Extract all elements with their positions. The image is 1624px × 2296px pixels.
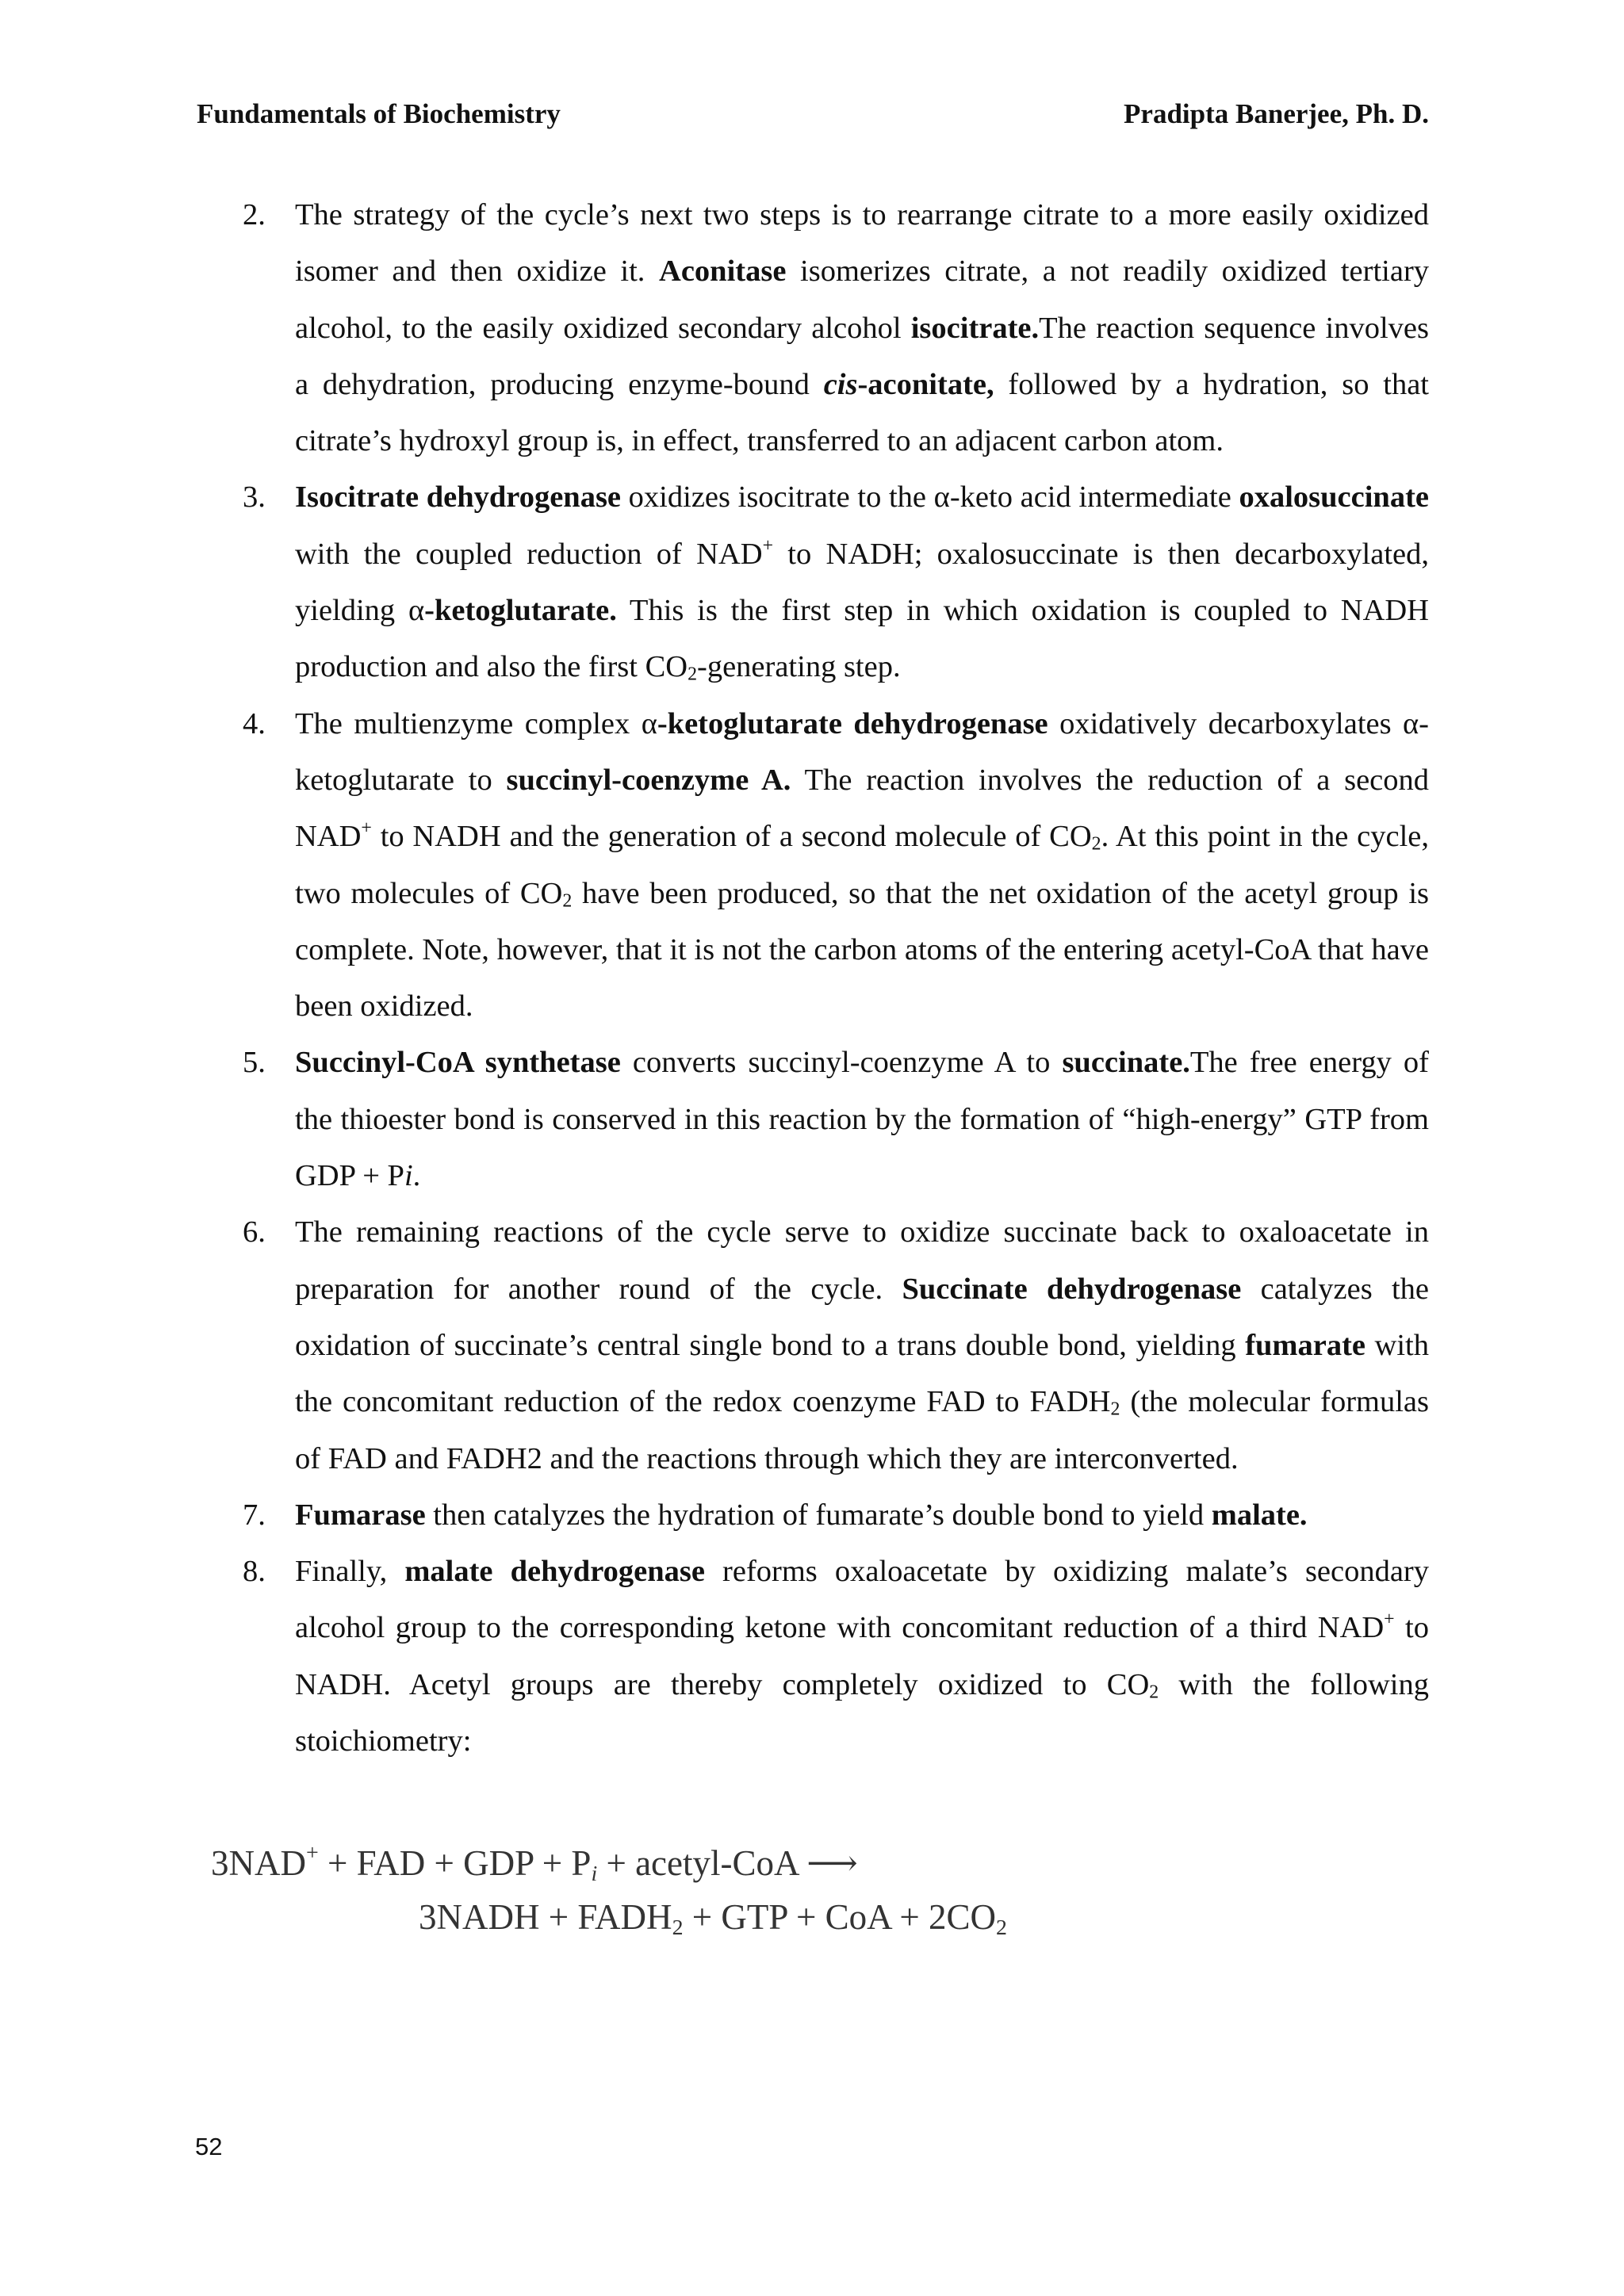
subscript: 2 <box>996 1915 1007 1940</box>
text-run: oxidatively decarboxylates α-ketoglutarate to <box>295 706 1429 797</box>
subscript: 2 <box>688 664 698 685</box>
text-run: The multienzyme complex α <box>295 706 657 740</box>
text-run: with the coupled reduction of NAD <box>295 537 763 571</box>
bold-term: Succinyl-CoA synthetase <box>295 1046 621 1080</box>
text-run: The strategy of the cycle’s next two steps is to rearrange citrate to a more easily oxidized isomer and then oxidize it. <box>295 198 1429 289</box>
text-run: + FAD + GDP + P <box>318 1843 592 1883</box>
text-run: to NADH. Acetyl groups are thereby completely oxidized to CO <box>295 1611 1429 1701</box>
text-run: The remaining reactions of the cycle serve to oxidize succinate back to oxaloacetate in preparation for another round of the cycle. <box>295 1215 1429 1306</box>
text-run: reforms oxaloacetate by oxidizing malate’s secondary alcohol group to the corresponding ketone with concomitant reduction of a third NAD <box>295 1555 1430 1645</box>
text-run: . At this point in the cycle, two molecules of CO <box>295 820 1429 910</box>
text-run: + GTP + CoA + 2CO <box>683 1897 997 1937</box>
text-run: then catalyzes the hydration of fumarate’s double bond to yield <box>425 1498 1212 1532</box>
bold-italic-term: cis <box>823 367 858 401</box>
list-item <box>197 1487 1429 1544</box>
subscript: 2 <box>1091 833 1101 855</box>
text-run: The free energy of the thioester bond is conserved in this reaction by the formation of “high-energy” GTP from GDP + P <box>295 1046 1430 1193</box>
text-run: with the concomitant reduction of the redox coenzyme FAD to FADH <box>295 1328 1429 1419</box>
bold-term: fumarate <box>1245 1328 1365 1362</box>
text-run: 3NAD <box>211 1843 306 1883</box>
text-run: to NADH; oxalosuccinate is then decarboxylated, yielding α <box>295 537 1429 628</box>
subscript: 2 <box>562 890 573 911</box>
text-run: catalyzes the oxidation of succinate’s central single bond to a trans double bond, yielding <box>295 1272 1429 1362</box>
list-item-number: 2. <box>243 198 266 232</box>
list-item-number: 8. <box>243 1555 266 1589</box>
subscript: 2 <box>1149 1682 1159 1702</box>
bold-term: -ketoglutarate dehydrogenase <box>657 706 1048 740</box>
stoichiometry-equation <box>211 1836 1007 1944</box>
running-header-author: Pradipta Banerjee, Ph. D. <box>1124 98 1429 129</box>
text-run: This is the first step in which oxidation is coupled to NADH production and also the first CO <box>295 594 1429 684</box>
bold-term: succinyl-coenzyme A. <box>506 763 791 797</box>
list-item-number: 4. <box>243 706 266 740</box>
numbered-list <box>197 187 1429 1770</box>
text-run: + acetyl-CoA ⟶ <box>597 1843 858 1883</box>
bold-term: succinate. <box>1062 1046 1190 1080</box>
text-run: (the molecular formulas of FAD and FADH2 and the reactions through which they are interconverted. <box>295 1385 1429 1475</box>
list-item-number: 5. <box>243 1046 266 1080</box>
subscript: i <box>591 1861 598 1886</box>
bold-term: malate dehydrogenase <box>404 1555 705 1589</box>
list-item <box>197 696 1429 1035</box>
list-item-number: 6. <box>243 1215 266 1249</box>
list-item <box>197 469 1429 695</box>
bold-term: Isocitrate dehydrogenase <box>295 480 622 515</box>
page-number: 52 <box>195 2133 223 2160</box>
superscript: + <box>762 535 774 557</box>
bold-term: -ketoglutarate. <box>424 594 617 628</box>
text-run: The reaction sequence involves a dehydration, producing enzyme-bound <box>295 311 1429 401</box>
text-run: converts succinyl-coenzyme A to <box>620 1046 1063 1080</box>
bold-term: isocitrate. <box>910 311 1040 345</box>
text-run: Finally, <box>295 1555 405 1589</box>
text-run: to NADH and the generation of a second molecule of CO <box>371 820 1092 854</box>
subscript: 2 <box>672 1915 684 1940</box>
text-run: oxidizes isocitrate to the α-keto acid intermediate <box>621 480 1239 515</box>
bold-term: Succinate dehydrogenase <box>902 1272 1242 1306</box>
subscript: 2 <box>1110 1399 1120 1420</box>
text-run: -generating step. <box>697 650 901 684</box>
running-header-title: Fundamentals of Biochemistry <box>197 98 561 129</box>
equation-line-1 <box>211 1836 1007 1890</box>
text-run: isomerizes citrate, a not readily oxidized tertiary alcohol, to the easily oxidized secondary alcohol <box>295 254 1430 345</box>
list-item <box>197 1544 1429 1770</box>
list-item <box>197 187 1429 469</box>
text-run: followed by a hydration, so that citrate’s hydroxyl group is, in effect, transferred to an adjacent carbon atom. <box>295 367 1429 458</box>
equation-line-2 <box>211 1890 1007 1944</box>
text-run: 3NADH + FADH <box>419 1897 672 1937</box>
bold-term: oxalosuccinate <box>1239 480 1429 515</box>
text-run: The reaction involves the reduction of a second NAD <box>295 763 1429 854</box>
list-item <box>197 1035 1429 1204</box>
text-run: have been produced, so that the net oxidation of the acetyl group is complete. Note, however, that it is not the carbon atoms of the entering acetyl-CoA that have been oxidized. <box>295 876 1430 1024</box>
bold-term: malate. <box>1211 1498 1308 1532</box>
bold-term: -aconitate, <box>857 367 994 401</box>
list-item-number: 7. <box>243 1498 266 1532</box>
italic-text: i <box>404 1159 413 1193</box>
text-run: with the following stoichiometry: <box>295 1667 1429 1758</box>
bold-term: Fumarase <box>295 1498 426 1532</box>
list-item-number: 3. <box>243 480 266 515</box>
list-item <box>197 1204 1429 1487</box>
superscript: + <box>361 817 372 839</box>
superscript: + <box>1384 1609 1395 1630</box>
superscript: + <box>306 1840 319 1866</box>
text-run: . <box>412 1159 421 1193</box>
bold-term: Aconitase <box>659 254 787 289</box>
